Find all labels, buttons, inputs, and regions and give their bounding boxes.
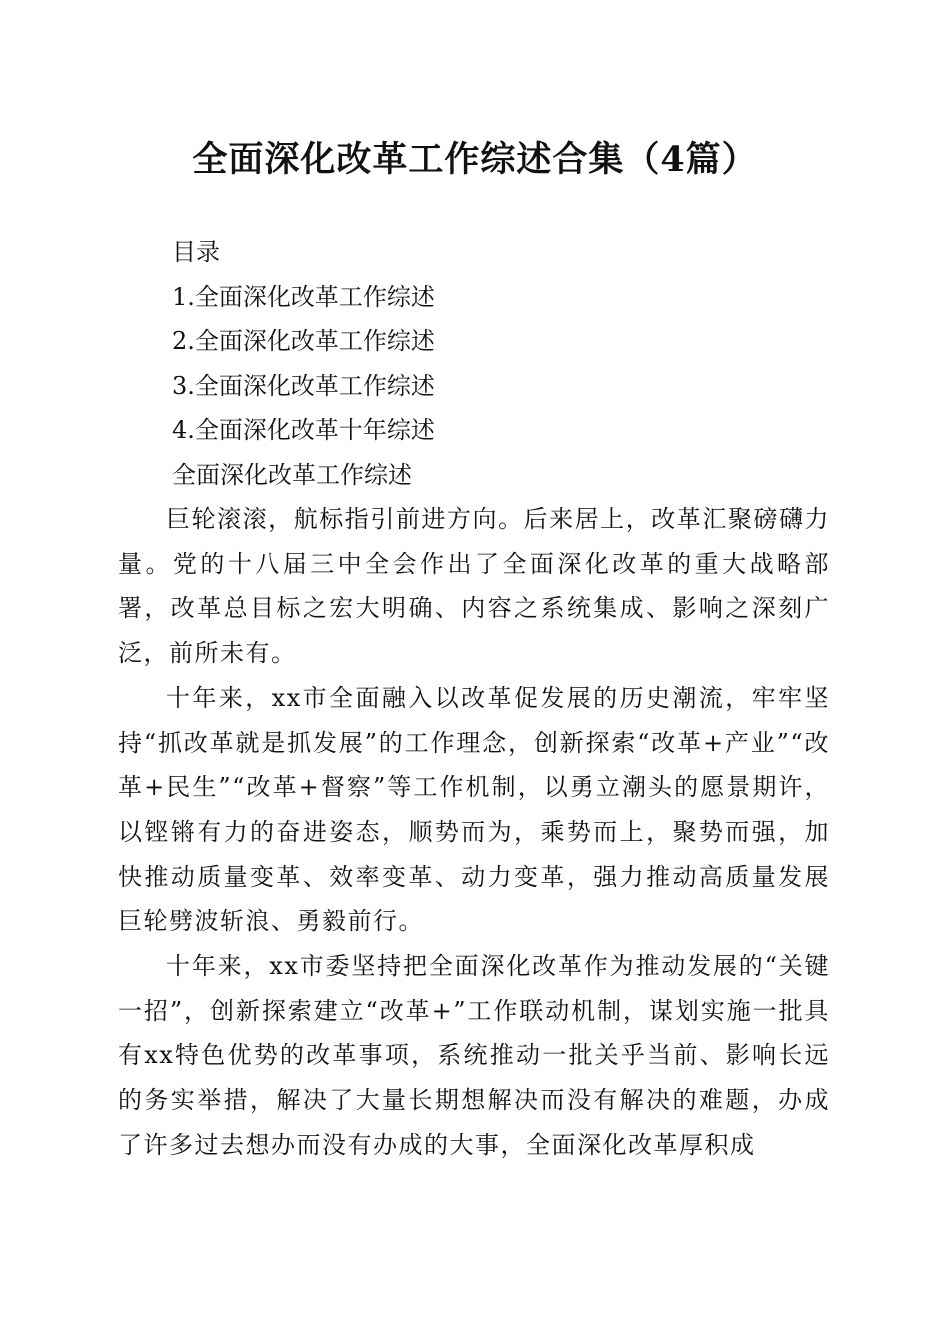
toc-item: 2.全面深化改革工作综述	[172, 327, 435, 355]
paragraph: 十年来，xx市全面融入以改革促发展的历史潮流，牢牢坚持“抓改革就是抓发展”的工作理念，创新探索“改革+产业”“改革+民生”“改革+督察”等工作机制，以勇立潮头的愿景期许，以铿锵有力的奋进姿态，顺势而为，乘势而上，聚势而强，加快推动质量变革、效率变革、动力变革，强力推动高质量发展巨轮劈波斩浪、勇毅前行。	[118, 683, 830, 936]
paragraph: 巨轮滚滚，航标指引前进方向。后来居上，改革汇聚磅礴力量。党的十八届三中全会作出了全面深化改革的重大战略部署，改革总目标之宏大明确、内容之系统集成、影响之深刻广泛，前所未有。	[118, 505, 830, 668]
paragraph: 十年来，xx市委坚持把全面深化改革作为推动发展的“关键一招”，创新探索建立“改革+”工作联动机制，谋划实施一批具有xx特色优势的改革事项，系统推动一批关乎当前、影响长远的务实举措，解决了大量长期想解决而没有解决的难题，办成了许多过去想办而没有办成的大事，全面深化改革厚积成	[118, 952, 830, 1159]
section-title: 全面深化改革工作综述	[172, 460, 412, 489]
toc-heading: 目录	[172, 238, 220, 266]
document-title: 全面深化改革工作综述合集（4篇）	[192, 139, 758, 180]
table-of-contents	[172, 230, 832, 497]
body-text	[118, 497, 830, 1168]
toc-item: 3.全面深化改革工作综述	[172, 371, 435, 400]
toc-item: 4.全面深化改革十年综述	[172, 416, 435, 444]
toc-item: 1.全面深化改革工作综述	[172, 282, 435, 311]
